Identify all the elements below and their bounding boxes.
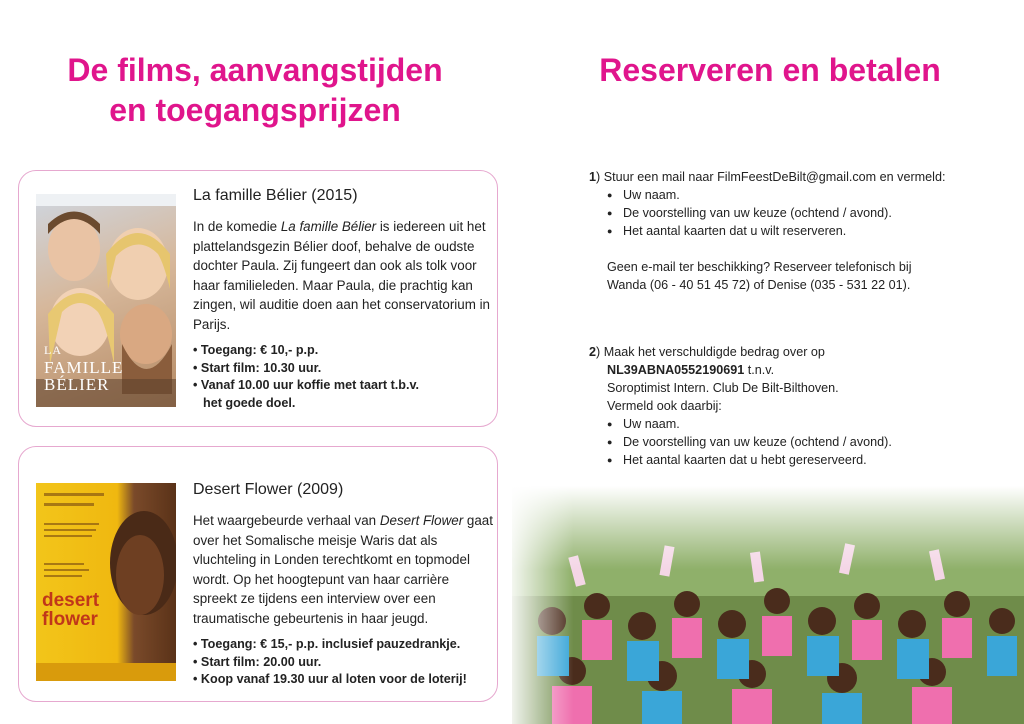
fact-start-time: • Start film: 10.30 uur. bbox=[193, 360, 493, 378]
film-card-famille-belier bbox=[18, 170, 498, 427]
reservation-heading: Reserveren en betalen bbox=[599, 52, 941, 88]
step-2-bullets bbox=[589, 415, 999, 469]
step-1-bullets bbox=[589, 186, 999, 240]
bullet-showing: ● De voorstelling van uw keuze (ochtend / avond). bbox=[607, 204, 999, 222]
poster-title-desert-flower: desert flower bbox=[42, 590, 100, 630]
phone-note-line2: Wanda (06 - 40 51 45 72) of Denise (035 - 531 22 01). bbox=[607, 278, 911, 292]
fact-coffee: • Vanaf 10.00 uur koffie met taart t.b.v. bbox=[193, 377, 493, 395]
fact-lottery: • Koop vanaf 19.30 uur al loten voor de loterij! bbox=[193, 671, 493, 689]
step-intro-text: ) Maak het verschuldigde bedrag over op bbox=[596, 345, 825, 359]
fact-admission: • Toegang: € 15,- p.p. inclusief pauzedrankje. bbox=[193, 636, 493, 654]
film-info-desert-flower bbox=[193, 479, 493, 689]
desc-part: In de komedie bbox=[193, 219, 281, 234]
film-title: Desert Flower (2009) bbox=[193, 481, 344, 498]
film-facts bbox=[193, 636, 493, 689]
film-facts bbox=[193, 342, 493, 412]
poster-title-famille-belier: LA FAMILLE BÉLIER bbox=[44, 343, 124, 394]
desc-italic-title: La famille Bélier bbox=[280, 219, 377, 234]
films-heading bbox=[30, 50, 480, 130]
film-card-desert-flower bbox=[18, 446, 498, 702]
step-1-intro bbox=[589, 168, 999, 186]
phone-note-line1: Geen e-mail ter beschikking? Reserveer telefonisch bij bbox=[607, 260, 912, 274]
also-mention: Vermeld ook daarbij: bbox=[607, 399, 722, 413]
film-title: La famille Bélier (2015) bbox=[193, 187, 358, 204]
fact-start-time: • Start film: 20.00 uur. bbox=[193, 654, 493, 672]
step-number: 2 bbox=[589, 345, 597, 359]
poster-desert-flower bbox=[36, 483, 176, 681]
poster-famille-belier bbox=[36, 194, 176, 407]
fact-admission: • Toegang: € 10,- p.p. bbox=[193, 342, 493, 360]
desc-italic-title: Desert Flower bbox=[379, 513, 464, 528]
reservation-step-2 bbox=[589, 343, 999, 469]
films-heading-line2: en toegangsprijzen bbox=[109, 92, 401, 128]
film-description bbox=[193, 511, 493, 628]
desc-part: is iedereen uit het plattelandsgezin Bélier doof, behalve de oudste dochter Paula. Zij fungeert dan ook als tolk voor haar familieleden. Maar Paula, die prachtig kan zingen, wil auditie doen aan het conservatorium in Parijs. bbox=[193, 219, 491, 332]
films-heading-line1: De films, aanvangstijden bbox=[67, 52, 443, 88]
desc-part: Het waargebeurde verhaal van bbox=[193, 513, 380, 528]
step-intro-text: ) Stuur een mail naar FilmFeestDeBilt@gmail.com en vermeld: bbox=[596, 170, 946, 184]
reservation-step-1 bbox=[589, 168, 999, 294]
iban-number: NL39ABNA0552190691 bbox=[607, 363, 745, 377]
step-2-intro bbox=[589, 343, 999, 361]
bullet-tickets: ● Het aantal kaarten dat u wilt reserveren. bbox=[607, 222, 999, 240]
step-number: 1 bbox=[589, 170, 597, 184]
film-info-famille-belier bbox=[193, 185, 493, 412]
bullet-tickets: ● Het aantal kaarten dat u hebt gereserveerd. bbox=[607, 451, 999, 469]
poster-desert-flower-art bbox=[36, 483, 176, 681]
iban-line bbox=[589, 361, 999, 379]
bullet-showing: ● De voorstelling van uw keuze (ochtend / avond). bbox=[607, 433, 999, 451]
bullet-name: ● Uw naam. bbox=[607, 186, 999, 204]
group-photo-art bbox=[512, 486, 1024, 724]
film-description bbox=[193, 217, 493, 334]
bullet-name: ● Uw naam. bbox=[607, 415, 999, 433]
desc-part: gaat over het Somalische meisje Waris dat als vluchteling in Londen terechtkomt en topmodel wordt. Op het hoogtepunt van haar carrière spreekt ze tijdens een interview over een traumatische gebeurtenis in haar jeugd. bbox=[193, 513, 493, 626]
beneficiary: Soroptimist Intern. Club De Bilt-Bilthoven. bbox=[607, 381, 839, 395]
iban-suffix: t.n.v. bbox=[744, 363, 775, 377]
fact-coffee-cont: het goede doel. bbox=[203, 395, 296, 410]
group-photo bbox=[512, 486, 1024, 724]
